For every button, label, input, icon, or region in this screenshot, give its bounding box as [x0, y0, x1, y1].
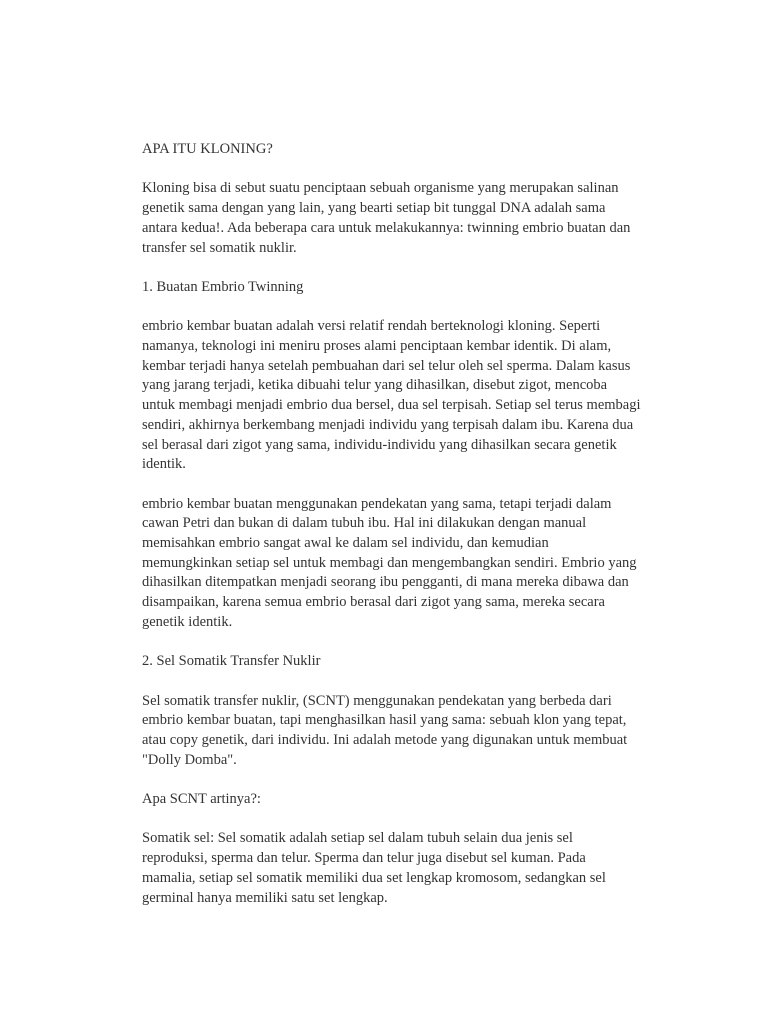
paragraph-somatic: Somatik sel: Sel somatik adalah setiap sel dalam tubuh selain dua jenis sel reproduksi, sperma dan telur. Sperma dan telur juga disebut sel kuman. Pada mamalia, setiap sel somatik memiliki dua set lengkap kromosom, sedangkan sel germinal hanya memiliki satu set lengkap. — [142, 830, 606, 906]
subheading-scnt-meaning: Apa SCNT artinya?: — [142, 791, 261, 808]
paragraph-scnt: Sel somatik transfer nuklir, (SCNT) menggunakan pendekatan yang berbeda dari embrio kembar buatan, tapi menghasilkan hasil yang sama: sebuah klon yang tepat, atau copy genetik, dari individu. Ini adalah metode yang digunakan untuk membuat "Dolly Domba". — [142, 692, 628, 768]
section-heading-1: 1. Buatan Embrio Twinning — [142, 278, 304, 295]
paragraph-twinning-2: embrio kembar buatan menggunakan pendekatan yang sama, tetapi terjadi dalam cawan Petri dan bukan di dalam tubuh ibu. Hal ini dilakukan dengan manual memisahkan embrio sangat awal ke dalam sel individu, dan kemudian memungkinkan setiap sel untuk membagi dan mengembangkan sendiri. Embrio yang dihasilkan ditempatkan menjadi seorang ibu pengganti, di mana mereka dibawa dan disampaikan, karena semua embrio berasal dari zigot yang sama, mereka secara genetik identik. — [142, 495, 637, 630]
paragraph-twinning-1: embrio kembar buatan adalah versi relatif rendah berteknologi kloning. Seperti namanya, teknologi ini meniru proses alami penciptaan kembar identik. Di alam, kembar terjadi hanya setelah pembuahan dari sel telur oleh sel sperma. Dalam kasus yang jarang terjadi, ketika dibuahi telur yang dihasilkan, disebut zigot, mencoba untuk membagi menjadi embrio dua bersel, dua sel terpisah. Setiap sel terus membagi sendiri, akhirnya berkembang menjadi individu yang terpisah dalam ibu. Karena dua sel berasal dari zigot yang sama, individu-individu yang dihasilkan secara genetik identik. — [142, 318, 641, 473]
paragraph-intro: Kloning bisa di sebut suatu penciptaan sebuah organisme yang merupakan salinan genetik sama dengan yang lain, yang bearti setiap bit tunggal DNA adalah sama antara kedua!. Ada beberapa cara untuk melakukannya: twinning embrio buatan dan transfer sel somatik nuklir. — [142, 180, 631, 256]
document-title: APA ITU KLONING? — [142, 141, 273, 157]
section-heading-2: 2. Sel Somatik Transfer Nuklir — [142, 653, 321, 670]
document-body — [142, 140, 662, 928]
